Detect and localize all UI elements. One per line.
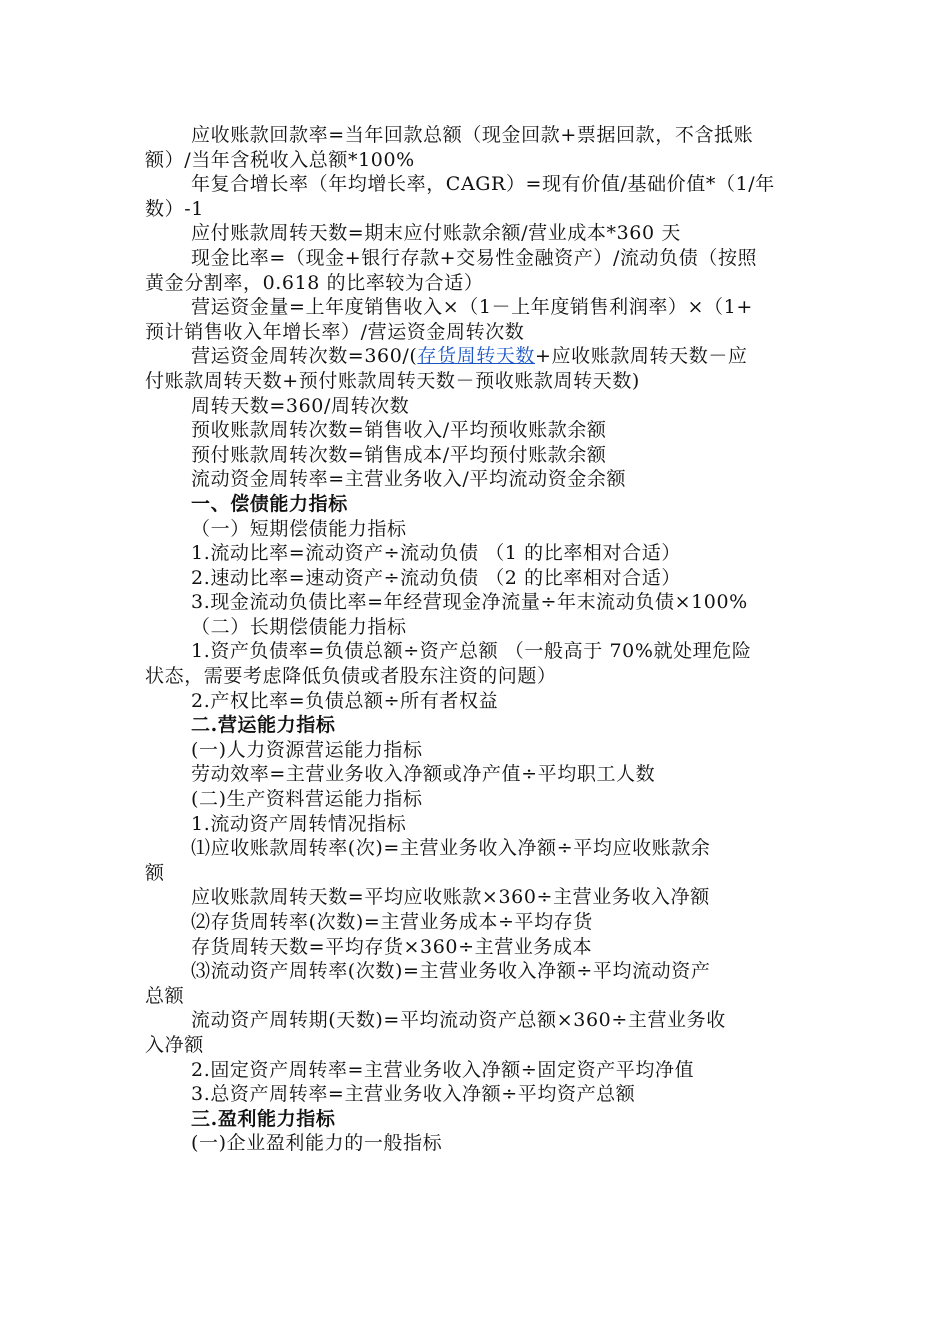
text-line: (二)生产资料营运能力指标 — [191, 788, 423, 811]
text-line: ⑵存货周转率(次数)=主营业务成本÷平均存货 — [191, 911, 593, 933]
text-line: (一)企业盈利能力的一般指标 — [191, 1132, 443, 1155]
text-segment: 营运资金周转次数=360/( — [191, 345, 418, 368]
text-line: 年复合增长率（年均增长率，CAGR）=现有价值/基础价值*（1/年 — [191, 173, 775, 196]
section-heading: 一、偿债能力指标 — [191, 492, 348, 515]
text-line: 应收账款回款率=当年回款总额（现金回款+票据回款，不含抵账 — [191, 124, 754, 146]
section-heading: 三.盈利能力指标 — [191, 1107, 336, 1130]
inventory-turnover-days-link[interactable]: 存货周转天数 — [417, 345, 536, 368]
text-line: （一）短期偿债能力指标 — [191, 517, 407, 540]
text-line: 营运资金量=上年度销售收入×（1－上年度销售利润率）×（1+ — [191, 296, 753, 319]
text-line: 应付账款周转天数=期末应付账款余额/营业成本*360 天 — [191, 222, 681, 245]
text-line: 存货周转天数=平均存货×360÷主营业务成本 — [191, 935, 593, 958]
text-line: 额）/当年含税收入总额*100% — [145, 148, 415, 171]
text-line: 预付账款周转次数=销售成本/平均预付账款余额 — [191, 443, 607, 466]
text-line: 1.流动资产周转情况指标 — [191, 812, 407, 835]
text-line: 1.流动比率=流动资产÷流动负债 （1 的比率相对合适） — [191, 542, 681, 565]
text-line: 3.总资产周转率=主营业务收入净额÷平均资产总额 — [191, 1083, 636, 1106]
text-line: 1.资产负债率=负债总额÷资产总额 （一般高于 70%就处理危险 — [191, 640, 752, 663]
text-line — [145, 344, 810, 369]
text-line: 周转天数=360/周转次数 — [191, 394, 410, 417]
text-line: 劳动效率=主营业务收入净额或净产值÷平均职工人数 — [191, 763, 656, 786]
section-heading: 二.营运能力指标 — [191, 714, 336, 737]
text-segment: +应收账款周转天数－应 — [535, 345, 748, 368]
text-line: 黄金分割率，0.618 的比率较为合适） — [145, 271, 484, 294]
document-body — [145, 123, 810, 1156]
text-line: ⑶流动资产周转率(次数)=主营业务收入净额÷平均流动资产 — [191, 960, 711, 983]
text-line: 3.现金流动负债比率=年经营现金净流量÷年末流动负债×100% — [191, 591, 748, 614]
text-line: 流动资金周转率=主营业务收入/平均流动资金余额 — [191, 468, 627, 491]
text-line: 入净额 — [145, 1033, 204, 1056]
text-line: 流动资产周转期(天数)=平均流动资产总额×360÷主营业务收 — [191, 1009, 726, 1032]
text-line: 预收账款周转次数=销售收入/平均预收账款余额 — [191, 419, 607, 442]
text-line: 应收账款周转天数=平均应收账款×360÷主营业务收入净额 — [191, 886, 710, 909]
text-line: 付账款周转天数+预付账款周转天数－预收账款周转天数) — [145, 369, 640, 392]
text-line: 现金比率=（现金+银行存款+交易性金融资产）/流动负债（按照 — [191, 246, 758, 269]
text-line: 2.固定资产周转率=主营业务收入净额÷固定资产平均净值 — [191, 1058, 695, 1081]
text-line: 数）-1 — [145, 197, 204, 220]
text-line: 状态，需要考虑降低负债或者股东注资的问题） — [145, 665, 557, 688]
text-line: 2.产权比率=负债总额÷所有者权益 — [191, 689, 499, 712]
text-line: ⑴应收账款周转率(次)=主营业务收入净额÷平均应收账款余 — [191, 837, 711, 860]
text-line: 2.速动比率=速动资产÷流动负债 （2 的比率相对合适） — [191, 566, 681, 589]
text-line: 预计销售收入年增长率）/营运资金周转次数 — [145, 320, 525, 343]
text-line: （二）长期偿债能力指标 — [191, 615, 407, 638]
text-line: (一)人力资源营运能力指标 — [191, 738, 423, 761]
text-line: 总额 — [145, 984, 185, 1007]
text-line: 额 — [145, 861, 165, 884]
